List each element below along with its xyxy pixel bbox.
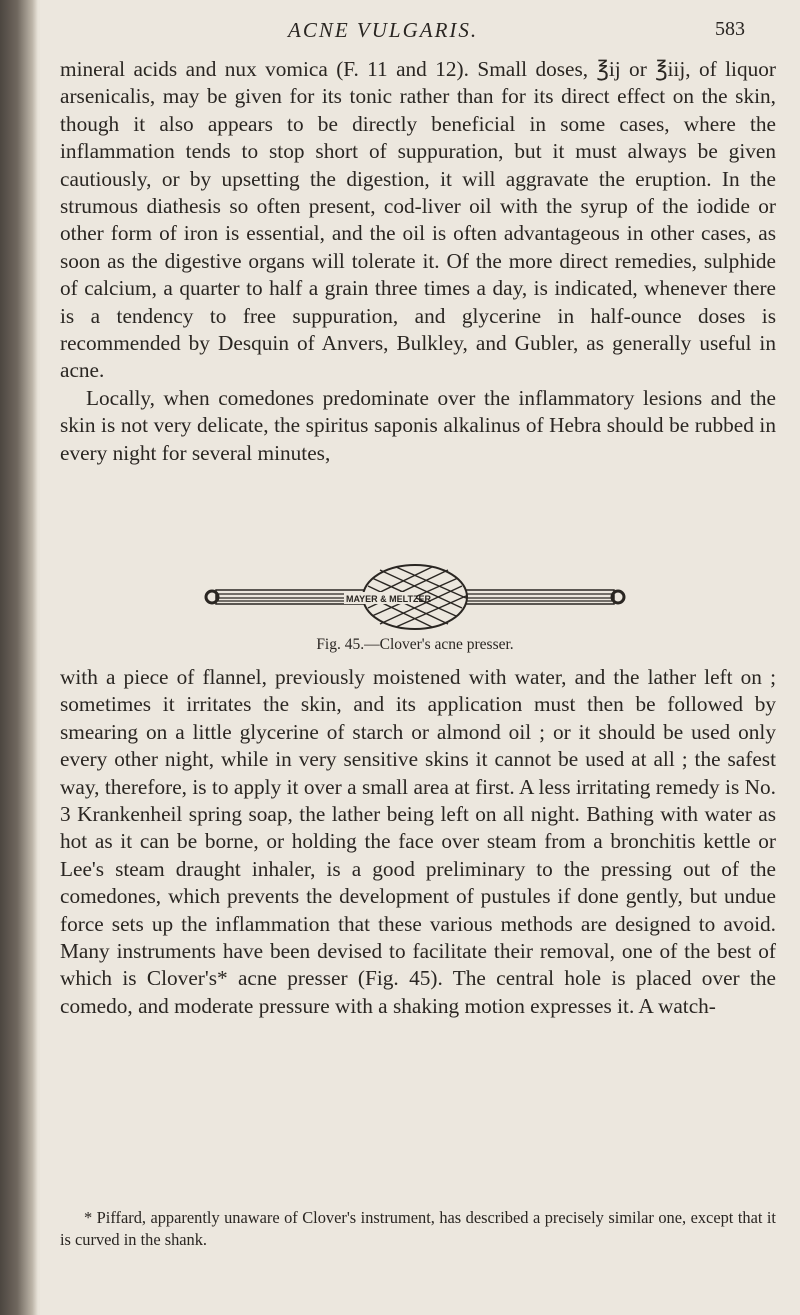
footnote xyxy=(60,1207,776,1251)
figure-acne-presser xyxy=(200,564,630,662)
paragraph-continued: mineral acids and nux vomica (F. 11 and 12). Small doses, ℥ij or ℥iij, of liquor arsenicalis, may be given for its tonic rather than for its direct effect on the skin, though it also appears to be directly beneficial in some cases, where the inflammation tends to stop short of suppuration, but it must always be given cautiously, or by upsetting the digestion, it will aggravate the eruption. In the strumous diathesis so often present, cod-liver oil with the syrup of the iodide or other form of iron is essential, and the oil is often advantageous in other cases, as soon as the digestive organs will tolerate it. Of the more direct remedies, sulphide of calcium, a quarter to half a grain three times a day, is indicated, whenever there is a tendency to free suppuration, and glycerine in half-ounce doses is recommended by Desquin of Anvers, Bulkley, and Gubler, as generally useful in acne. xyxy=(60,57,776,383)
book-page xyxy=(40,0,800,1315)
maker-label: MAYER & MELTZER xyxy=(346,594,432,604)
body-text-top xyxy=(60,56,776,467)
page-header xyxy=(40,18,800,48)
page-number: 583 xyxy=(715,18,745,40)
paragraph-locally: Locally, when comedones predominate over the inflammatory lesions and the skin is not very delicate, the spiritus saponis alkalinus of Hebra should be rubbed in every night for several minutes, xyxy=(60,385,776,465)
figure-caption: Fig. 45.—Clover's acne presser. xyxy=(316,636,514,653)
paragraph-flannel: with a piece of flannel, previously moistened with water, and the lather left on ; sometimes it irritates the skin, and its application must then be followed by smearing on a little glycerine of starch or almond oil ; or it should be used only every other night, while in very sensitive skins it cannot be used at all ; the safest way, therefore, is to apply it over a small area at first. A less irritating remedy is No. 3 Krankenheil spring soap, the lather being left on all night. Bathing with water as hot as it can be borne, or holding the face over steam from a bronchitis kettle or Lee's steam draught inhaler, is a good preliminary to the pressing out of the comedones, which prevents the development of pustules if done gently, but undue force sets up the inflammation that these various methods are designed to avoid. Many instruments have been devised to facilitate their removal, one of the best of which is Clover's* acne presser (Fig. 45). The central hole is placed over the comedo, and moderate pressure with a shaking motion expresses it. A watch- xyxy=(60,665,776,1018)
running-title: ACNE VULGARIS. xyxy=(288,18,479,42)
body-text-bottom xyxy=(60,664,776,1020)
book-binding-shadow xyxy=(0,0,38,1315)
acne-presser-illustration xyxy=(200,564,630,630)
footnote-text: * Piffard, apparently unaware of Clover's instrument, has described a precisely similar one, except that it is curved in the shank. xyxy=(60,1208,776,1249)
